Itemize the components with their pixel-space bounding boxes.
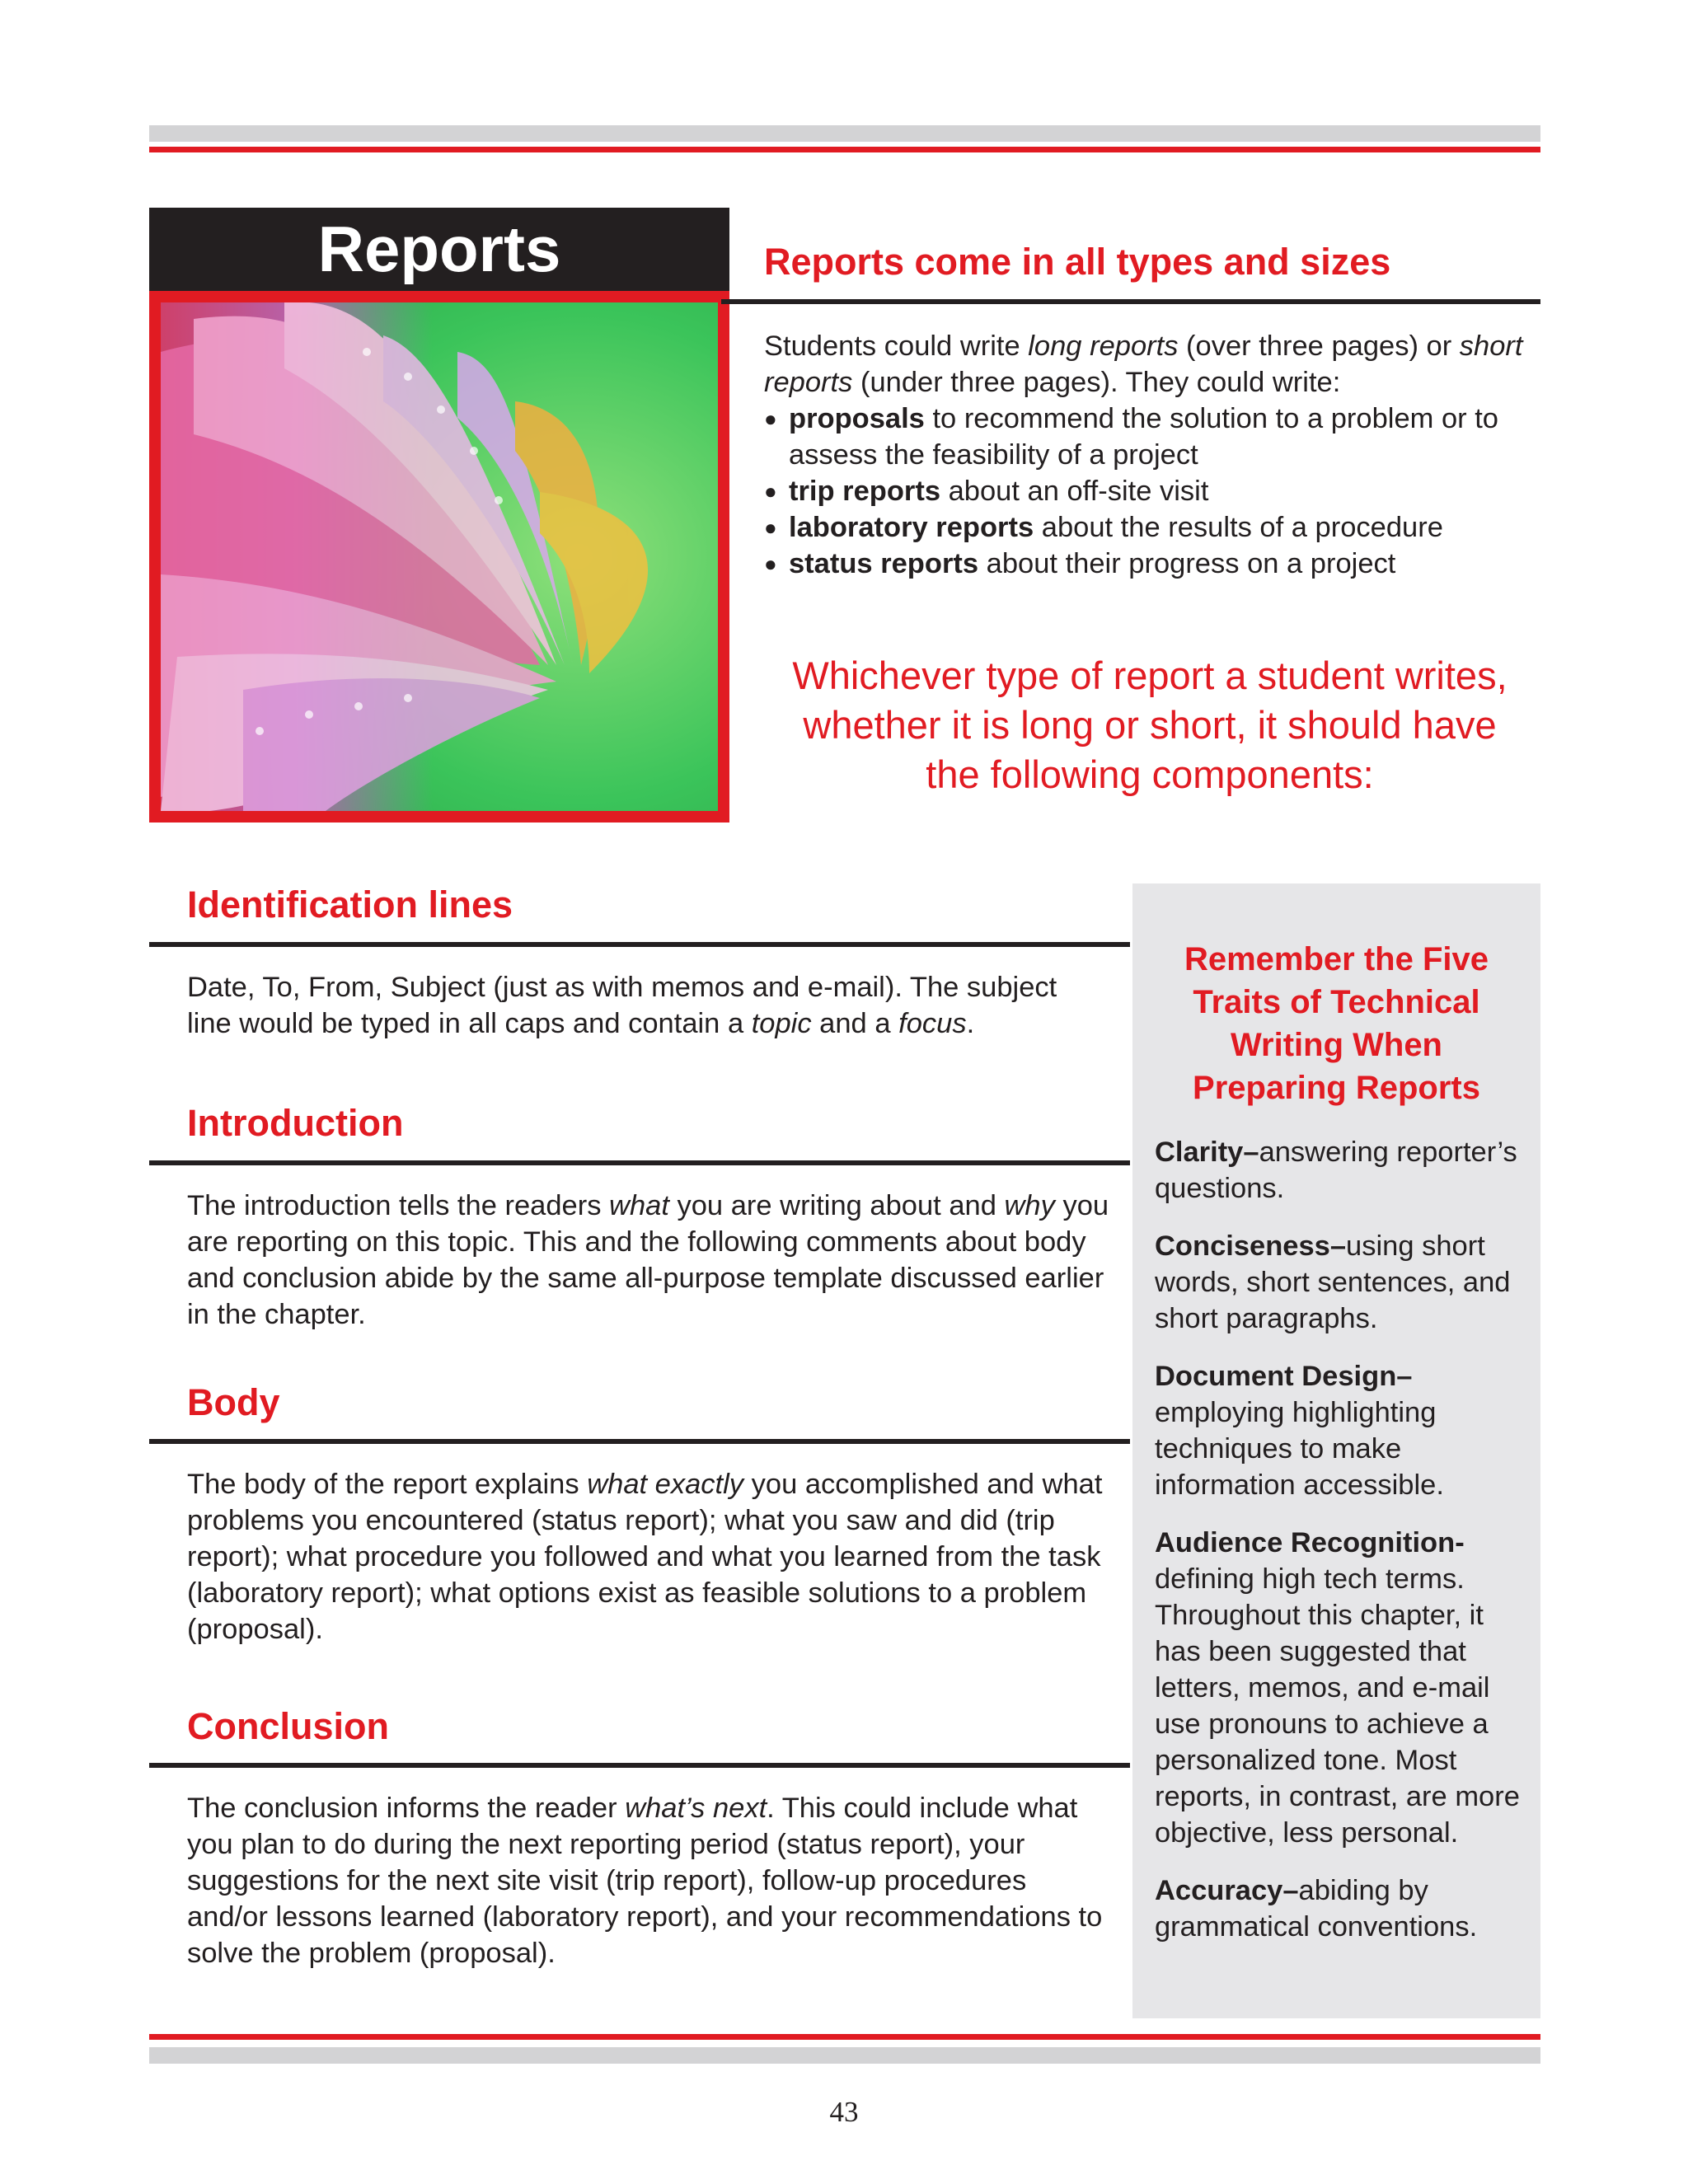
text-run: you accomplished and what problems you encountered (status report); what you saw and did (trip report); what procedure you followed and what you learned from the task (laboratory report); what options exist as feasible solutions to a problem (proposal).: [187, 1469, 1103, 1645]
trait-term: Clarity: [1155, 1137, 1244, 1168]
sidebar-title-line: Traits of Technical: [1193, 984, 1480, 1020]
text-run: line would be typed in all caps and contain a: [187, 1008, 752, 1039]
sidebar-title-line: Writing When: [1231, 1027, 1442, 1063]
trait-term: Document Design: [1155, 1361, 1397, 1392]
body-text: [187, 1466, 1110, 1647]
intro-block: [764, 328, 1539, 582]
page-title: Reports: [149, 208, 729, 291]
introduction-rule: [149, 1160, 1130, 1165]
text-run: The conclusion informs the reader: [187, 1793, 626, 1824]
list-item-term: laboratory reports: [789, 512, 1034, 543]
bottom-rule-red: [149, 2034, 1540, 2040]
list-item: [764, 401, 1539, 473]
identification-rule: [149, 942, 1130, 947]
introduction-text: [187, 1188, 1110, 1333]
page-number: 43: [829, 2096, 859, 2128]
trait-item: [1155, 1358, 1530, 1503]
list-item-term: status reports: [789, 548, 979, 579]
trait-term: Audience Recognition: [1155, 1527, 1456, 1558]
fanned-printout-image: [161, 302, 718, 811]
top-rule-grey: [149, 125, 1540, 142]
text-run: The body of the report explains: [187, 1469, 588, 1500]
emphasis: why: [1004, 1190, 1055, 1221]
text-run: you are reporting on this topic. This and the following comments about body and conclusion abide by the same all-purpose template discussed earlier in the chapter.: [187, 1190, 1109, 1330]
intro-long-reports: long reports: [1028, 330, 1179, 362]
trait-text: employing highlighting techniques to make information accessible.: [1155, 1397, 1444, 1501]
identification-text: [187, 969, 1110, 1042]
list-item: [764, 546, 1539, 582]
intro-text: (over three pages) or: [1178, 330, 1460, 362]
list-item-term: trip reports: [789, 476, 941, 507]
trait-text: abiding by grammatical conventions.: [1155, 1875, 1478, 1943]
trait-item: [1155, 1228, 1530, 1337]
photo-frame: [149, 291, 729, 823]
trait-term: Accuracy: [1155, 1875, 1283, 1906]
components-callout: [742, 651, 1558, 799]
top-heading: Reports come in all types and sizes: [764, 241, 1391, 283]
body-rule: [149, 1439, 1130, 1444]
text-run: The introduction tells the readers: [187, 1190, 610, 1221]
focus-term: focus: [898, 1008, 967, 1039]
list-item: [764, 509, 1539, 546]
list-item-text: to recommend the solution to a problem or to assess the feasibility of a project: [789, 403, 1498, 471]
callout-line: whether it is long or short, it should have: [803, 703, 1497, 747]
list-item-text: about the results of a procedure: [1034, 512, 1443, 543]
conclusion-rule: [149, 1763, 1130, 1768]
trait-term: Conciseness: [1155, 1230, 1330, 1262]
trait-sep: –: [1329, 1230, 1347, 1262]
text-run: you are writing about and: [668, 1190, 1005, 1221]
conclusion-text: [187, 1790, 1110, 1971]
introduction-heading: Introduction: [187, 1102, 404, 1144]
top-rule-red: [149, 147, 1540, 152]
identification-heading: Identification lines: [187, 883, 513, 926]
trait-sep: –: [1243, 1137, 1259, 1168]
sidebar-title-line: Remember the Five: [1184, 941, 1489, 977]
trait-sep: –: [1282, 1875, 1299, 1906]
identification-line: [187, 1005, 1110, 1042]
text-run: . This could include what you plan to do during the next reporting period (status report), your suggestions for the next site visit (trip report), follow-up procedures and/or lessons learned (laboratory report), and your recommendations to solve the problem (proposal).: [187, 1793, 1103, 1969]
list-item-term: proposals: [789, 403, 925, 434]
intro-text: Students could write: [764, 330, 1029, 362]
list-item-text: about their progress on a project: [978, 548, 1396, 579]
trait-text: defining high tech terms. Throughout this chapter, it has been suggested that letters, memos, and e-mail use pronouns to achieve a personalized tone. Most reports, in contrast, are more objective, less personal.: [1155, 1563, 1520, 1849]
report-types-list: [764, 401, 1539, 582]
conclusion-heading: Conclusion: [187, 1705, 389, 1747]
identification-line: Date, To, From, Subject (just as with memos and e-mail). The subject: [187, 972, 1057, 1003]
trait-item: [1155, 1134, 1530, 1207]
trait-sep: -: [1455, 1527, 1465, 1558]
callout-line: Whichever type of report a student writes,: [792, 654, 1507, 697]
trait-text: using short words, short sentences, and short paragraphs.: [1155, 1230, 1511, 1334]
text-run: and a: [811, 1008, 899, 1039]
body-heading: Body: [187, 1381, 280, 1423]
trait-item: [1155, 1872, 1530, 1945]
trait-text: answering reporter’s questions.: [1155, 1137, 1517, 1204]
intro-paragraph: [764, 328, 1539, 401]
sidebar-title-line: Preparing Reports: [1193, 1070, 1480, 1106]
callout-line: the following components:: [926, 752, 1374, 796]
list-item: [764, 473, 1539, 509]
intro-short-reports: short reports: [764, 330, 1523, 398]
intro-text: (under three pages). They could write:: [852, 367, 1341, 398]
sidebar-items: [1155, 1134, 1530, 1966]
trait-item: [1155, 1525, 1530, 1851]
topic-term: topic: [751, 1008, 812, 1039]
text-run: .: [966, 1008, 975, 1039]
emphasis: what’s next: [625, 1793, 767, 1824]
sidebar-title: [1132, 938, 1540, 1109]
trait-sep: –: [1396, 1361, 1413, 1392]
emphasis: what: [609, 1190, 669, 1221]
top-heading-rule: [721, 299, 1540, 304]
list-item-text: about an off-site visit: [940, 476, 1209, 507]
bottom-rule-grey: [149, 2047, 1540, 2064]
emphasis: what exactly: [587, 1469, 744, 1500]
